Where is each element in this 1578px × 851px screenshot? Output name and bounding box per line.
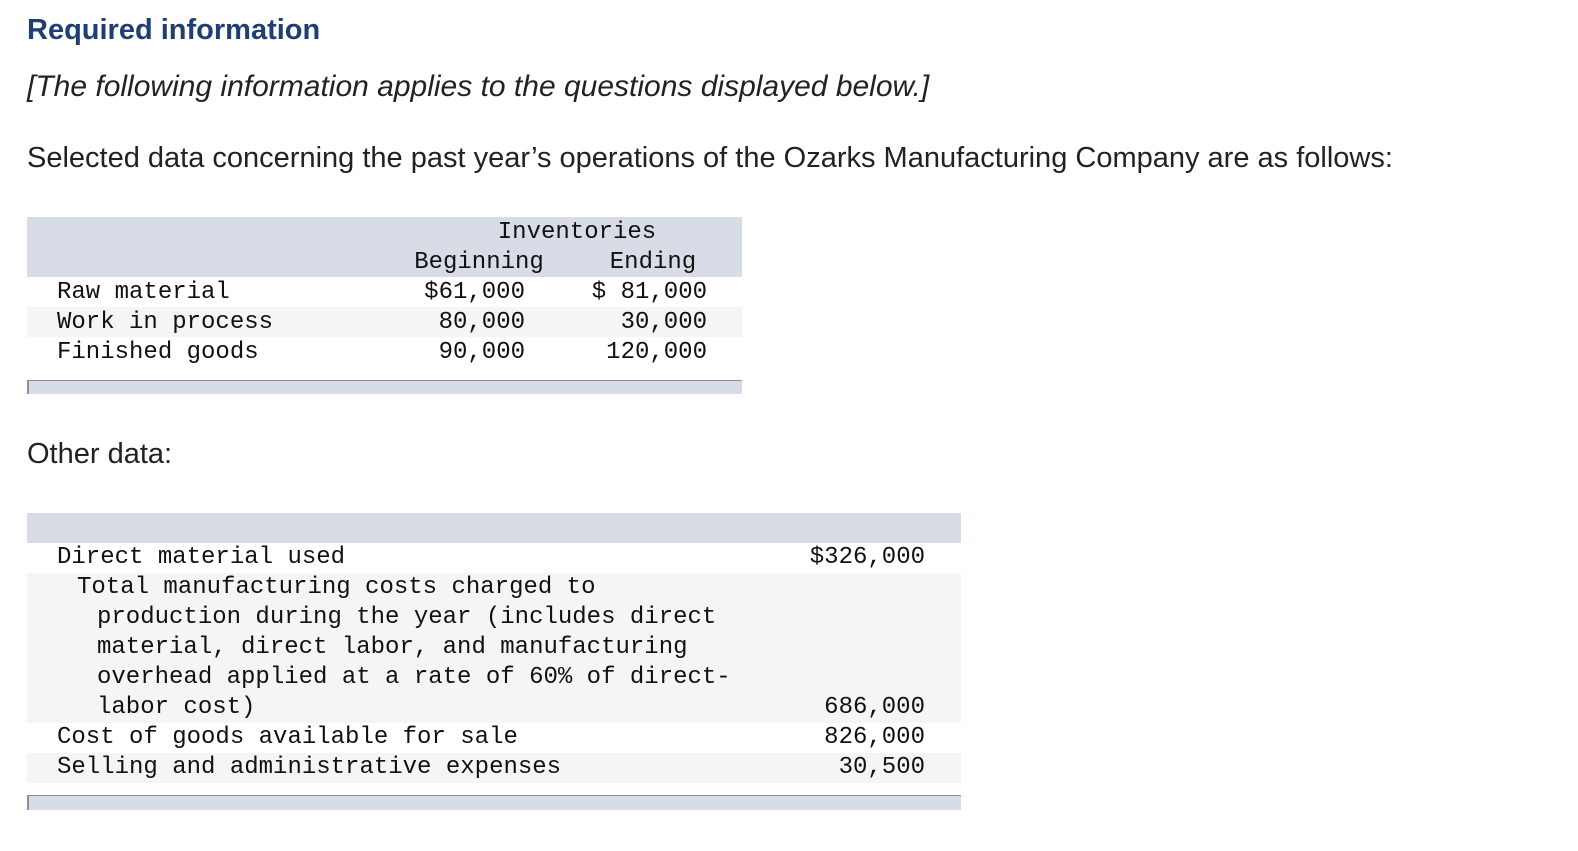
- other-data-label: Other data:: [27, 438, 173, 470]
- other-data-table: [27, 513, 961, 810]
- other-data-table-header: [27, 513, 961, 543]
- row-label-continuation: overhead applied at a rate of 60% of direct-: [97, 664, 731, 691]
- finished-goods-ending: 120,000: [606, 339, 707, 366]
- inventories-table-footer: [27, 380, 742, 394]
- work-in-process-beginning: 80,000: [438, 309, 525, 336]
- required-information-heading: Required information: [27, 14, 321, 46]
- raw-material-ending: $ 81,000: [591, 279, 707, 306]
- table-row: [27, 753, 961, 783]
- row-label-direct-material-used: Direct material used: [57, 544, 346, 571]
- raw-material-beginning: $61,000: [424, 279, 525, 306]
- table-row: [27, 573, 961, 723]
- table-row: [27, 723, 961, 753]
- selling-and-admin-expenses-value: 30,500: [838, 754, 925, 781]
- row-label-finished-goods: Finished goods: [57, 339, 259, 366]
- row-label-selling-and-admin-expenses: Selling and administrative expenses: [57, 754, 562, 781]
- applies-note: [The following information applies to the questions displayed below.]: [27, 70, 930, 103]
- inventories-group-header: Inventories: [497, 219, 657, 246]
- row-label-continuation: material, direct labor, and manufacturing: [97, 634, 688, 661]
- direct-material-used-value: $326,000: [809, 544, 925, 571]
- row-label-continuation: production during the year (includes direct: [97, 604, 717, 631]
- intro-text: Selected data concerning the past year’s operations of the Ozarks Manufacturing Company are as follows:: [27, 142, 1393, 174]
- row-label-raw-material: Raw material: [57, 279, 230, 306]
- row-label-work-in-process: Work in process: [57, 309, 274, 336]
- finished-goods-beginning: 90,000: [438, 339, 525, 366]
- other-data-table-footer: [27, 795, 961, 810]
- inventories-table: [27, 217, 742, 394]
- work-in-process-ending: 30,000: [620, 309, 707, 336]
- row-label-continuation: labor cost): [97, 694, 256, 721]
- table-row: [27, 543, 961, 573]
- column-header-ending: Ending: [609, 249, 697, 276]
- cost-of-goods-available-value: 826,000: [824, 724, 925, 751]
- row-label-cost-of-goods-available: Cost of goods available for sale: [57, 724, 518, 751]
- row-label-total-manufacturing-costs: Total manufacturing costs charged to: [77, 574, 596, 601]
- column-header-beginning: Beginning: [414, 249, 544, 276]
- total-manufacturing-costs-value: 686,000: [824, 694, 925, 721]
